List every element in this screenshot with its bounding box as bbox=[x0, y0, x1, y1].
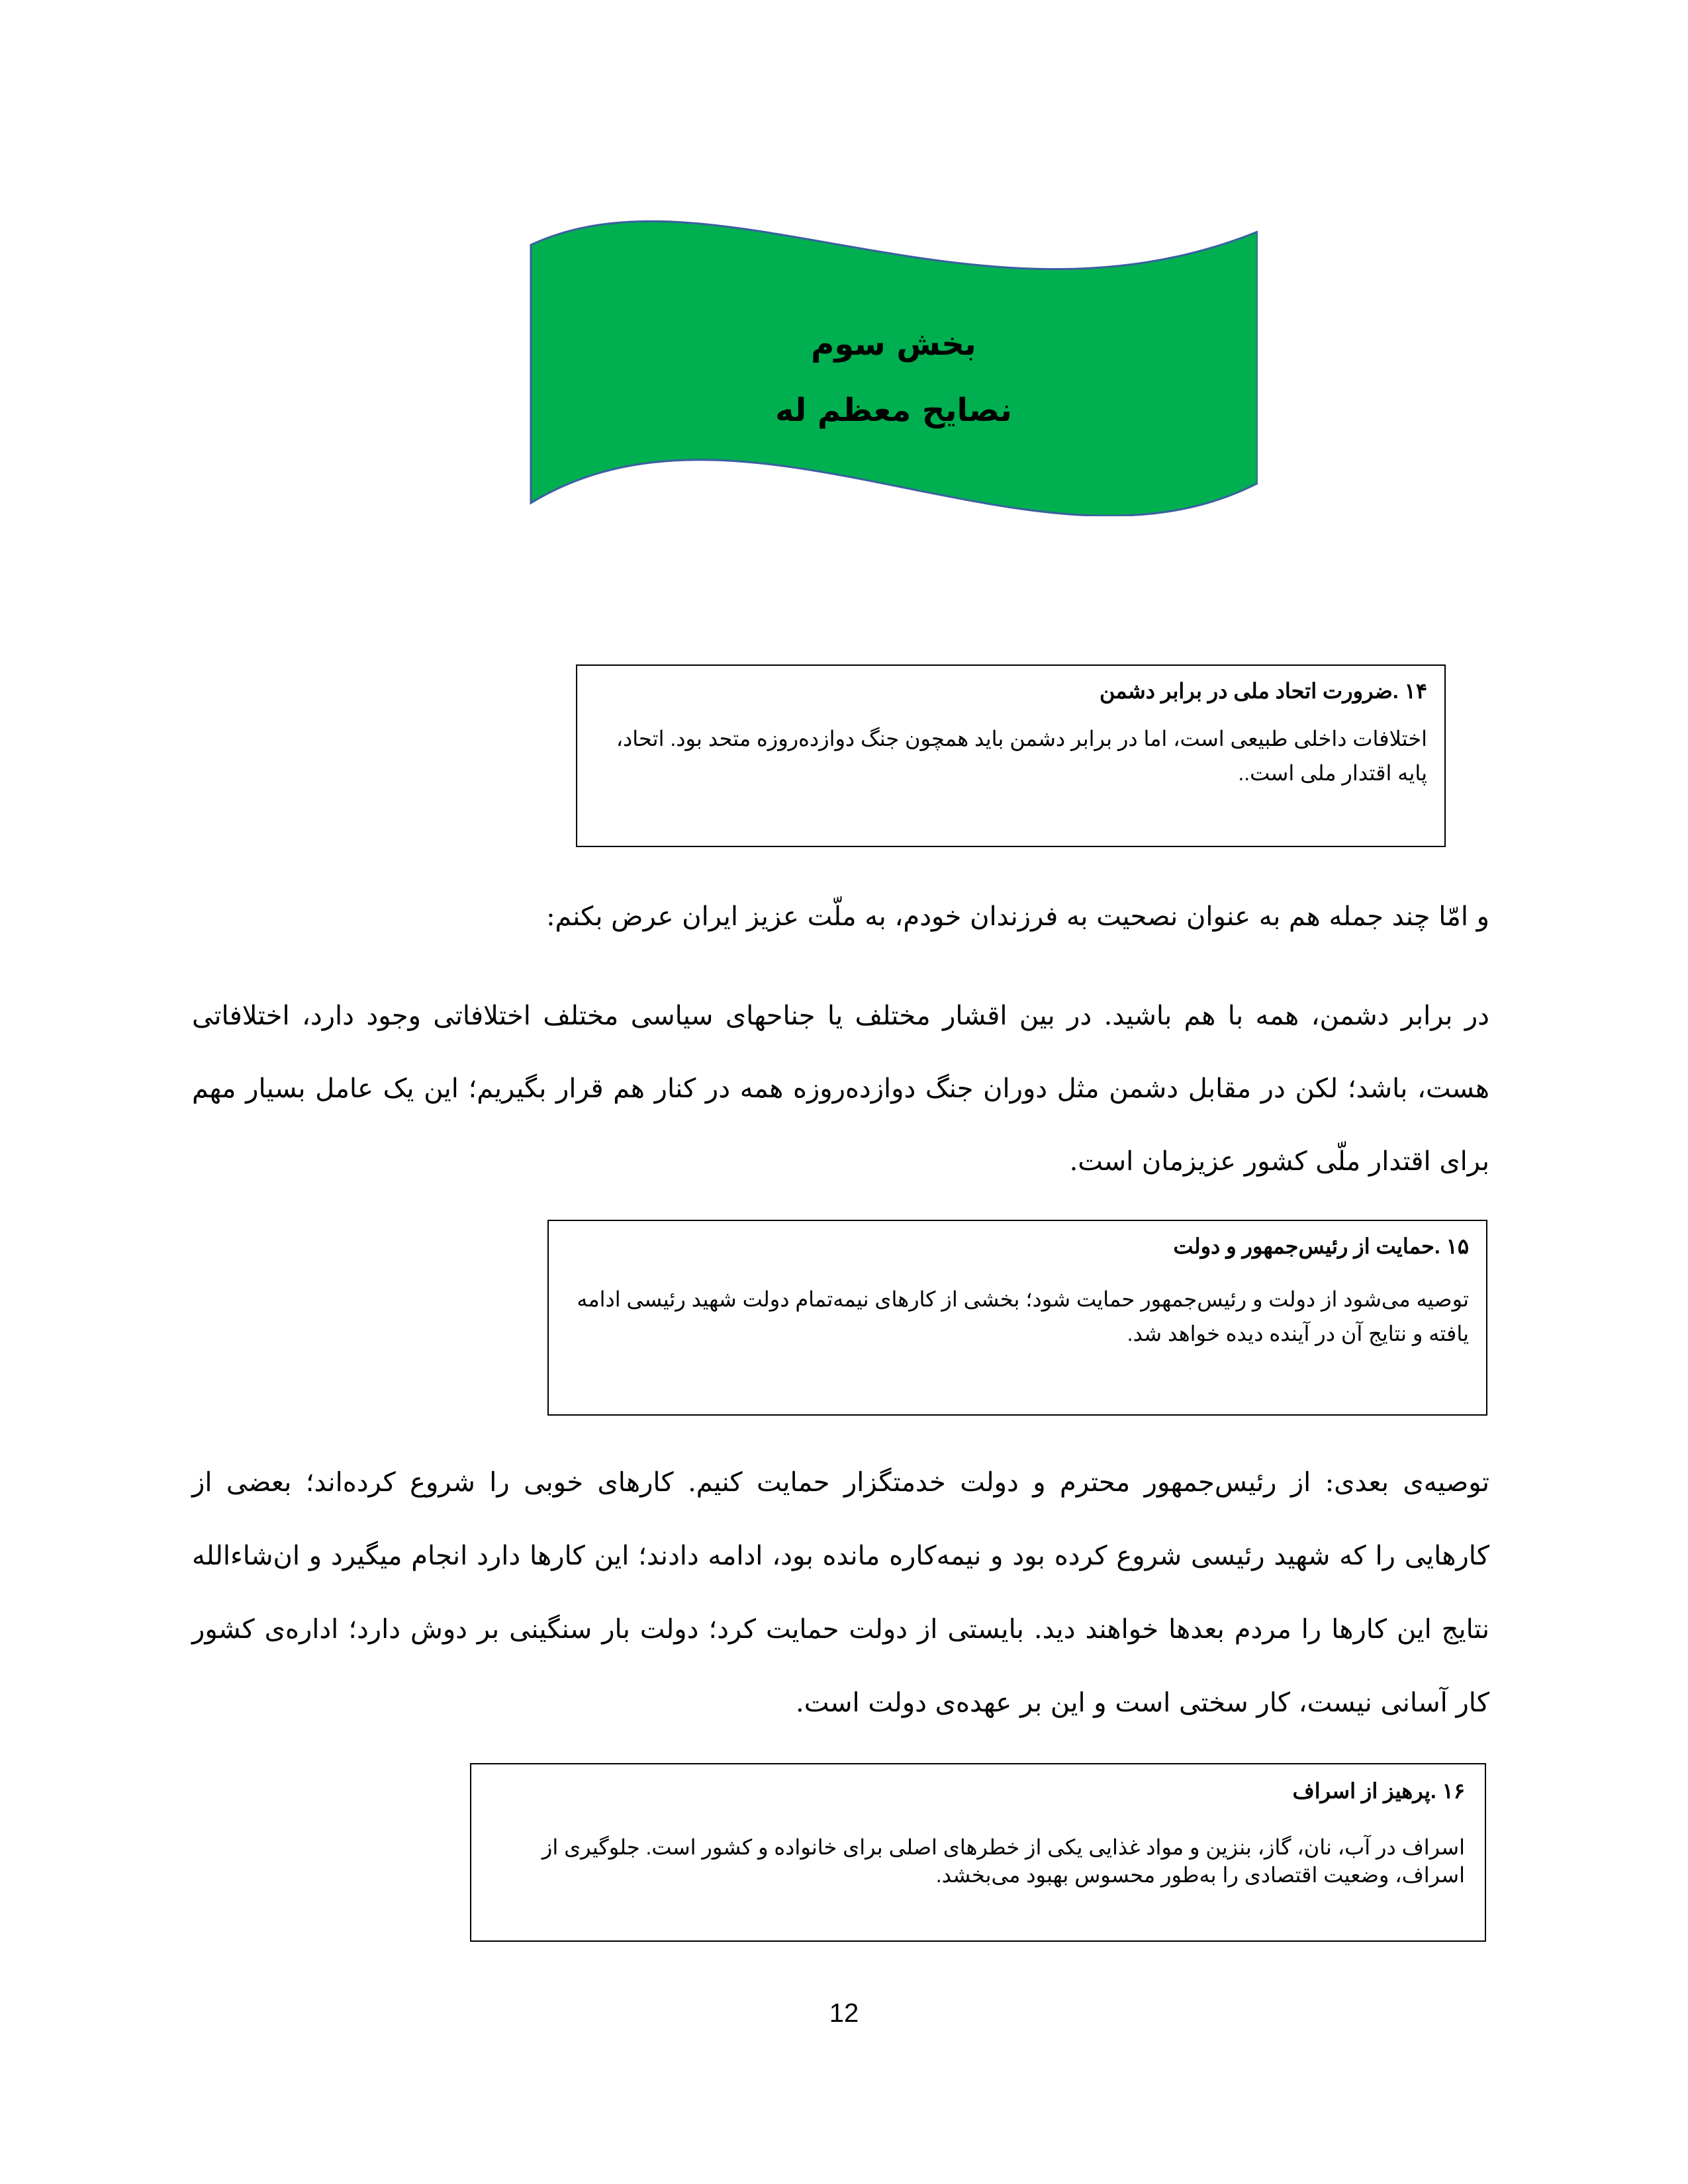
summary-box-14 bbox=[576, 664, 1446, 847]
paragraph-government: توصیه‌ی بعدی: از رئیس‌جمهور محترم و دولت خدمتگزار حمایت کنیم. کارهای خوبی را شروع کرده‌اند؛ بعضی از کارهایی را که شهید رئیسی شروع کرده بود و نیمه‌کاره مانده بود، ادامه دادند؛ این کارها دارد انجام میگیرد و ان‌شاءالله نتایج این کارها را مردم بعدها خواهند دید. بایستی از دولت حمایت کرد؛ دولت بار سنگینی بر دوش دارد؛ اداره‌ی کشور کار آسانی نیست، کار سختی است و این بر عهده‌ی دولت است. bbox=[192, 1467, 1489, 1718]
paragraph-intro: و امّا چند جمله هم به عنوان نصحیت به فرزندان خودم، به ملّت عزیز ایران عرض بکنم: bbox=[546, 901, 1489, 932]
summary-text: اختلافات داخلی طبیعی است، اما در برابر دشمن باید همچون جنگ دوازده‌روزه متحد بود. اتحاد، پایه اقتدار ملی است.. bbox=[616, 727, 1427, 785]
page-number: 12 bbox=[829, 1999, 859, 2028]
summary-title: ۱۶ .پرهیز از اسراف bbox=[1292, 1779, 1465, 1803]
summary-text: اسراف در آب، نان، گاز، بنزین و مواد غذایی یکی از خطرهای اصلی برای خانواده و کشور است. جلوگیری از اسراف، وضعیت اقتصادی را به‌طور محسوس بهبود می‌بخشد. bbox=[541, 1835, 1465, 1887]
banner-heading: بخش سوم bbox=[811, 326, 976, 363]
summary-box-15 bbox=[547, 1220, 1487, 1416]
summary-title: ۱۴ .ضرورت اتحاد ملی در برابر دشمن bbox=[1100, 679, 1427, 703]
paragraph-unity: در برابر دشمن، همه با هم باشید. در بین اقشار مختلف یا جناحهای سیاسی مختلف اختلافاتی وجود دارد، اختلافاتی هست، باشد؛ لکن در مقابل دشمن مثل دوران جنگ دوازده‌روزه همه در کنار هم قرار بگیریم؛ این یک عامل بسیار مهم برای اقتدار ملّی کشور عزیزمان است. bbox=[192, 1001, 1489, 1177]
summary-text: توصیه می‌شود از دولت و رئیس‌جمهور حمایت شود؛ بخشی از کارهای نیمه‌تمام دولت شهید رئیسی ادامه یافته و نتایج آن در آینده دیده خواهد شد. bbox=[577, 1287, 1469, 1345]
summary-title: ۱۵ .حمایت از رئیس‌جمهور و دولت bbox=[1173, 1234, 1469, 1258]
banner-subheading: نصایح معظم له bbox=[775, 392, 1012, 429]
section-banner bbox=[530, 212, 1258, 516]
summary-box-16 bbox=[470, 1763, 1486, 1942]
